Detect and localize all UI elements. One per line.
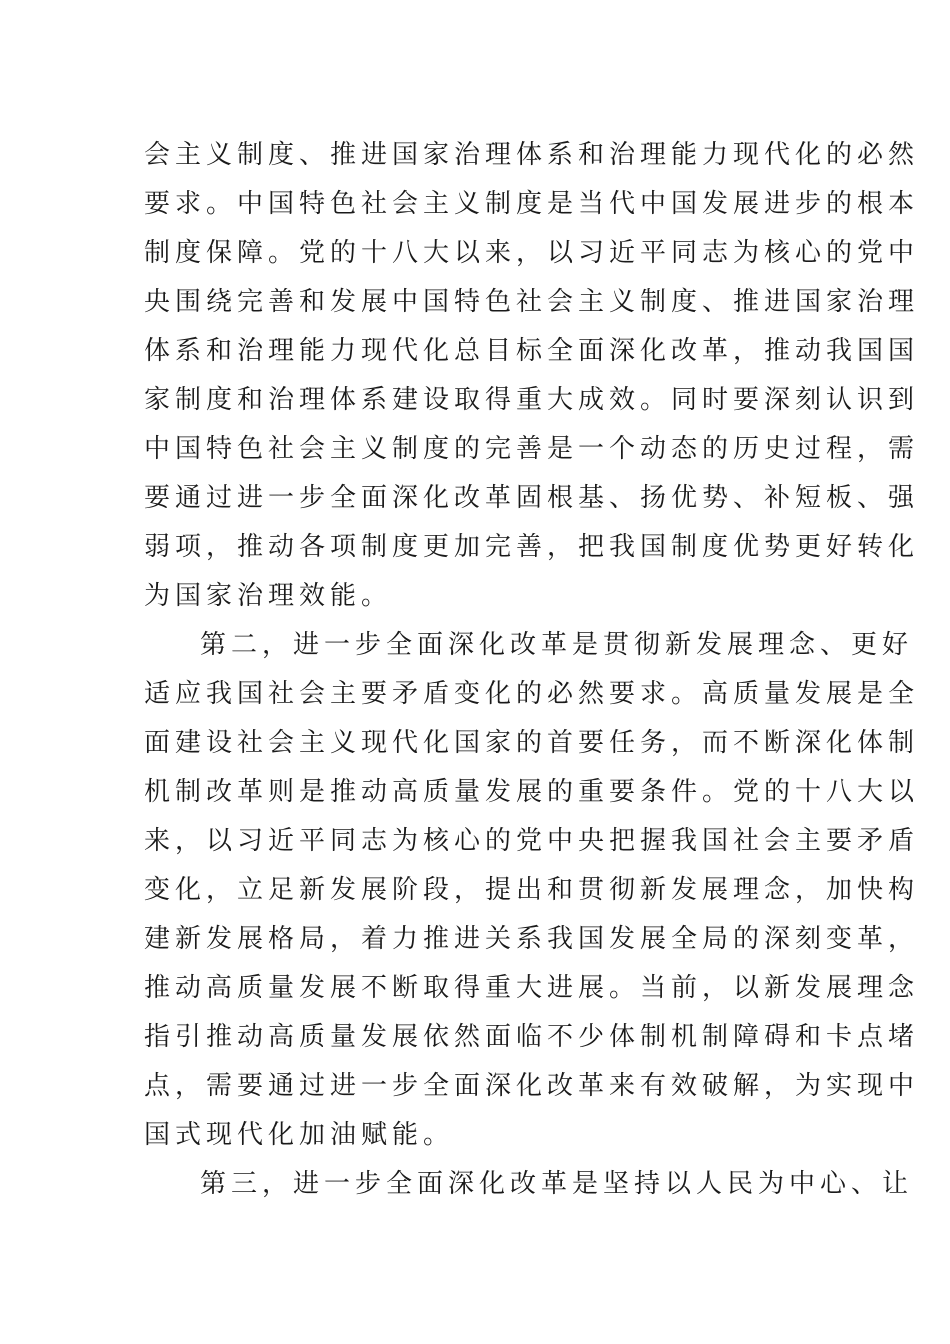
text-line: 制度保障。党的十八大以来，以习近平同志为核心的党中 [144,238,920,268]
text-line-indented: 第二，进一步全面深化改革是贯彻新发展理念、更好 [200,630,914,660]
text-line: 面建设社会主义现代化国家的首要任务，而不断深化体制 [144,728,920,758]
text-line: 变化，立足新发展阶段，提出和贯彻新发展理念，加快构 [144,875,920,905]
text-line: 点，需要通过进一步全面深化改革来有效破解，为实现中 [144,1071,920,1101]
text-line: 要通过进一步全面深化改革固根基、扬优势、补短板、强 [144,483,920,513]
paragraph-2 [144,621,920,1160]
text-line: 推动高质量发展不断取得重大进展。当前，以新发展理念 [144,973,920,1003]
text-line: 建新发展格局，着力推进关系我国发展全局的深刻变革， [144,924,920,954]
text-line: 央围绕完善和发展中国特色社会主义制度、推进国家治理 [144,287,920,317]
text-line: 指引推动高质量发展依然面临不少体制机制障碍和卡点堵 [144,1022,920,1052]
paragraph-3 [144,1160,914,1209]
text-line: 弱项，推动各项制度更加完善，把我国制度优势更好转化 [144,532,920,562]
text-line: 适应我国社会主要矛盾变化的必然要求。高质量发展是全 [144,679,920,709]
text-line: 会主义制度、推进国家治理体系和治理能力现代化的必然 [144,140,920,170]
text-line: 为国家治理效能。 [144,581,393,611]
text-line: 机制改革则是推动高质量发展的重要条件。党的十八大以 [144,777,920,807]
paragraph-1 [144,131,920,621]
text-line: 要求。中国特色社会主义制度是当代中国发展进步的根本 [144,189,920,219]
text-line: 体系和治理能力现代化总目标全面深化改革，推动我国国 [144,336,920,366]
text-line: 中国特色社会主义制度的完善是一个动态的历史过程，需 [144,434,920,464]
text-line: 国式现代化加油赋能。 [144,1120,455,1150]
text-line-indented: 第三，进一步全面深化改革是坚持以人民为中心、让 [200,1169,914,1199]
text-line: 家制度和治理体系建设取得重大成效。同时要深刻认识到 [144,385,920,415]
document-body [144,131,920,1209]
text-line: 来，以习近平同志为核心的党中央把握我国社会主要矛盾 [144,826,920,856]
